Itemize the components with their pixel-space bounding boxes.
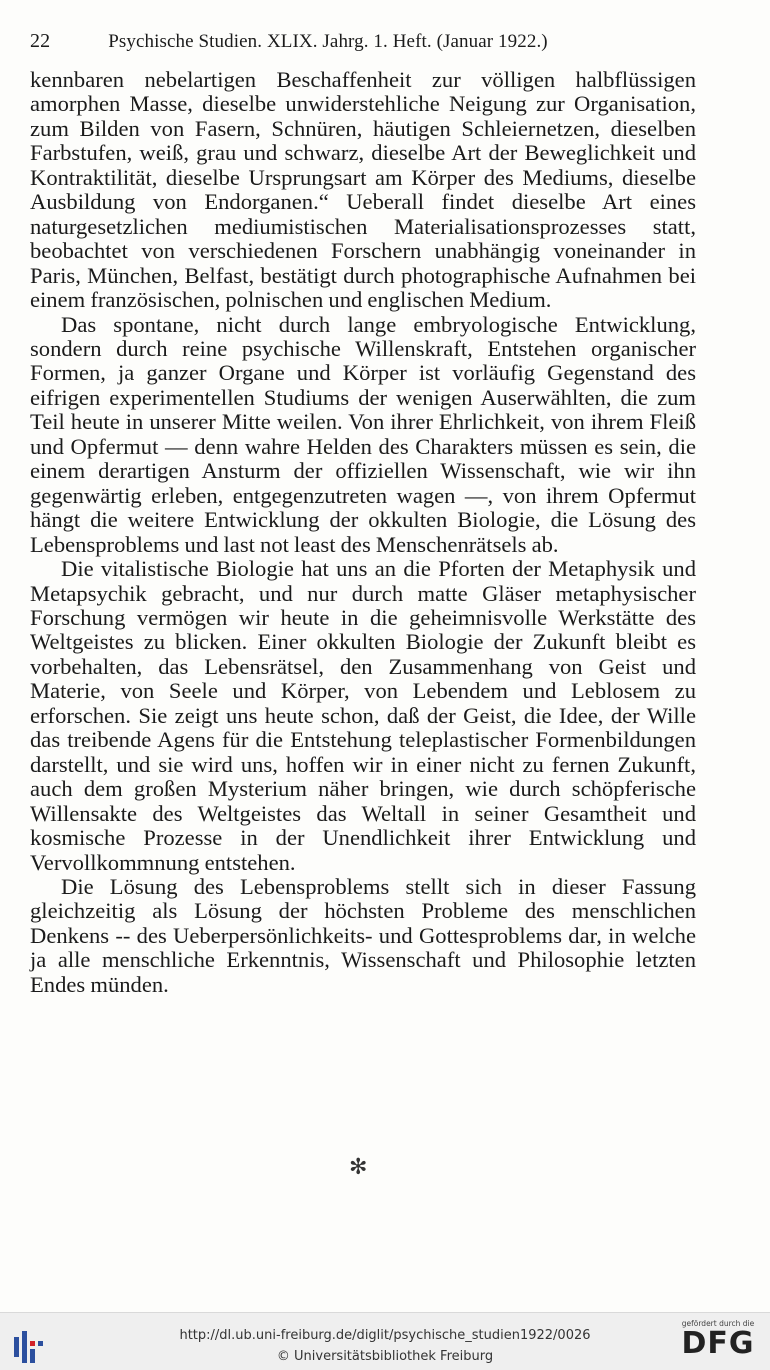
paragraph: Das spontane, nicht durch lange embryologische Entwicklung, sondern durch reine psychische Willenskraft, Entstehen organischer Formen, ja ganzer Organe und Körper ist vorläufig Gegenstand des eifrigen experimentellen Studiums der wenigen Auserwählten, die zum Teil heute in unserer Mitte weilen. Von ihrer Ehrlichkeit, von ihrem Fleiß und Opfermut — denn wahre Helden des Charakters müssen es sein, die einem derartigen Ansturm der offiziellen Wissenschaft, wie wir ihn gegenwärtig erleben, entgegenzutreten wagen —, von ihrem Opfermut hängt die weitere Entwicklung der okkulten Biologie, die Lösung des Lebensproblems und last not least des Menschenrätsels ab.	[30, 311, 696, 557]
document-url-link[interactable]: http://dl.ub.uni-freiburg.de/diglit/psychische_studien1922/0026	[179, 1328, 591, 1343]
viewer-footer	[0, 1312, 770, 1370]
running-header	[30, 30, 700, 53]
dfg-wordmark: DFG	[681, 1326, 755, 1361]
paragraph: Die Lösung des Lebensproblems stellt sich in dieser Fassung gleichzeitig als Lösung der höchsten Probleme des menschlichen Denkens -- des Ueberpersönlichkeits- und Gottesproblems dar, in welche ja alle menschliche Erkenntnis, Wissenschaft und Philosophie letzten Endes münden.	[30, 873, 696, 997]
dfg-logo	[676, 1319, 760, 1360]
paragraph: kennbaren nebelartigen Beschaffenheit zur völligen halbflüssigen amorphen Masse, dieselbe unwiderstehliche Neigung zur Organisation, zum Bilden von Fasern, Schnüren, häutigen Schleiernetzen, dieselben Farbstufen, weiß, grau und schwarz, dieselbe Art der Beweglichkeit und Kontraktilität, dieselbe Ursprungsart am Körper des Mediums, dieselbe Ausbildung von Endorganen.“ Ueberall findet dieselbe Art eines naturgesetzlichen mediumistischen Materialisationsprozesses statt, beobachtet von verschiedenen Forschern unabhängig voneinander in Paris, München, Belfast, bestätigt durch photographische Aufnahmen bei einem französischen, polnischen und englischen Medium.	[30, 67, 696, 313]
text-body	[30, 68, 696, 997]
paragraph: Die vitalistische Biologie hat uns an die Pforten der Metaphysik und Metapsychik gebracht, und nur durch matte Gläser metaphysischer Forschung vermögen wir heute in die geheimnisvolle Werkstätte des Weltgeistes zu blicken. Einer okkulten Biologie der Zukunft bleibt es vorbehalten, das Lebensrätsel, den Zusammenhang von Geist und Materie, von Seele und Körper, von Lebendem und Leblosem zu erforschen. Sie zeigt uns heute schon, daß der Geist, die Idee, der Wille das treibende Agens für die Entstehung teleplastischer Formenbildungen darstellt, und sie wird uns, hoffen wir in einer nicht zu fernen Zukunft, auch dem großen Mysterium näher bringen, wie durch schöpferische Willensakte des Weltgeistes das Weltall in seiner Gesamtheit und kosmische Prozesse in der Unendlichkeit ihrer Entwicklung und Vervollkommnung entstehen.	[30, 556, 696, 875]
dfg-tagline: gefördert durch die	[681, 1319, 755, 1328]
running-title: Psychische Studien. XLIX. Jahrg. 1. Heft. (Januar 1922.)	[108, 31, 548, 52]
copyright-text: © Universitätsbibliothek Freiburg	[276, 1349, 494, 1364]
section-divider-icon: ✻	[349, 1155, 368, 1180]
page-number: 22	[30, 30, 51, 52]
